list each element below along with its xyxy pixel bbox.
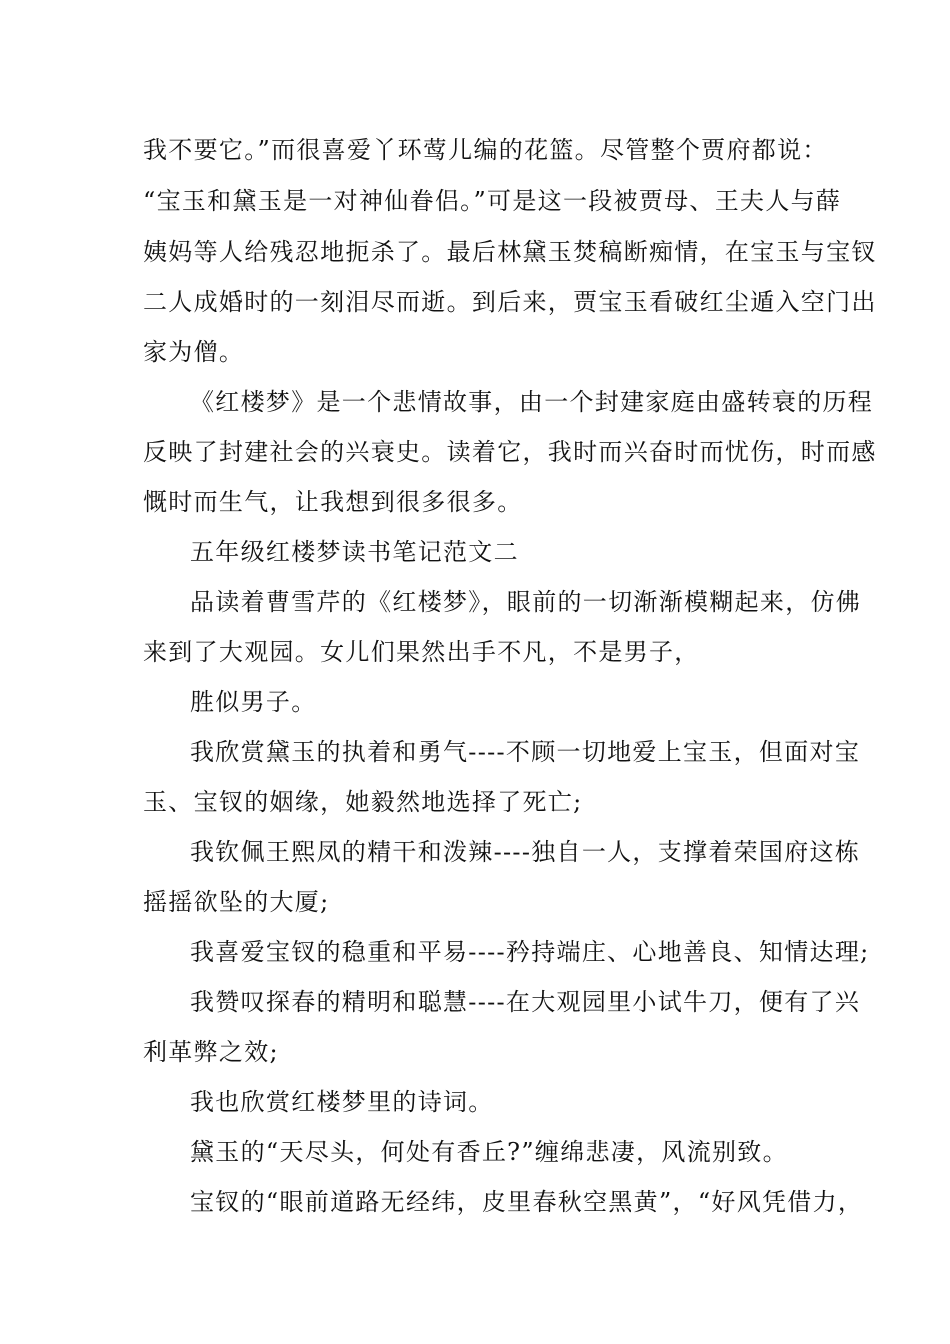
paragraph-first-line: 胜似男子。 [190,688,317,716]
paragraph-first-line: 宝钗的“眼前道路无经纬，皮里春秋空黑黄”，“好风凭借力， [190,1188,864,1216]
text-line: 玉、宝钗的姻缘，她毅然地选择了死亡; [143,788,583,816]
section-heading: 五年级红楼梦读书笔记范文二 [190,538,519,566]
text-line: 姨妈等人给残忍地扼杀了。最后林黛玉焚稿断痴情，在宝玉与宝钗 [143,238,877,266]
text-line: 慨时而生气，让我想到很多很多。 [143,488,523,516]
text-line: 来到了大观园。女儿们果然出手不凡，不是男子， [143,638,700,666]
paragraph-first-line: 我欣赏黛玉的执着和勇气----不顾一切地爱上宝玉，但面对宝 [190,738,861,766]
paragraph-first-line: 品读着曹雪芹的《红楼梦》，眼前的一切渐渐模糊起来，仿佛 [190,588,862,616]
paragraph-first-line: 我钦佩王熙凤的精干和泼辣----独自一人，支撑着荣国府这栋 [190,838,861,866]
paragraph-first-line: 我喜爱宝钗的稳重和平易----矜持端庄、心地善良、知情达理; [190,938,870,966]
paragraph-first-line: 我也欣赏红楼梦里的诗词。 [190,1088,494,1116]
text-line: 我不要它。”而很喜爱丫环莺儿编的花篮。尽管整个贾府都说： [143,136,828,164]
paragraph-first-line: 黛玉的“天尽头，何处有香丘?”缠绵悲凄，风流别致。 [190,1138,788,1166]
paragraph-first-line: 我赞叹探春的精明和聪慧----在大观园里小试牛刀，便有了兴 [190,988,861,1016]
text-line: 摇摇欲坠的大厦; [143,888,330,916]
text-line: 家为僧。 [143,338,245,366]
text-line: 反映了封建社会的兴衰史。读着它，我时而兴奋时而忧伤，时而感 [143,438,877,466]
text-line: “宝玉和黛玉是一对神仙眷侣。”可是这一段被贾母、王夫人与薛 [143,187,842,215]
paragraph-first-line: 《红楼梦》是一个悲情故事，由一个封建家庭由盛转衰的历程 [190,388,874,416]
text-line: 利革弊之效; [143,1038,279,1066]
text-line: 二人成婚时的一刻泪尽而逝。到后来，贾宝玉看破红尘遁入空门出 [143,288,877,316]
